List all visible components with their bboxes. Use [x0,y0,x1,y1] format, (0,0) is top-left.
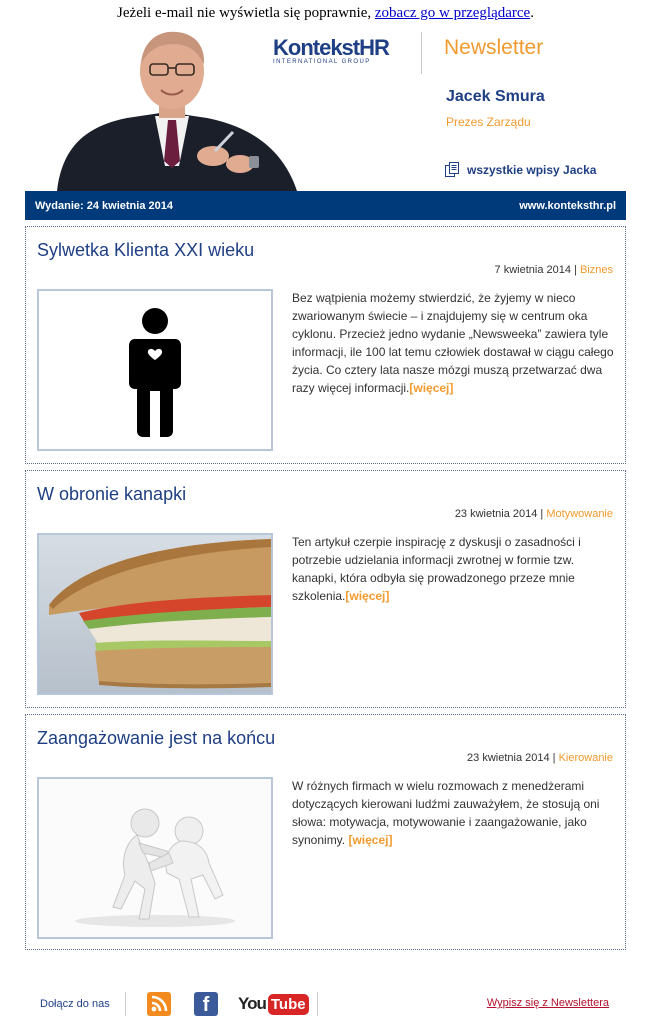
facebook-icon[interactable]: f [194,992,218,1016]
read-more-link[interactable]: [więcej] [348,833,393,847]
kontekst-hr-logo [273,36,403,76]
youtube-you: You [238,994,266,1013]
browser-view-notice [0,5,651,22]
footer-divider [125,992,126,1016]
person-icon [39,291,271,449]
join-us-label: Dołącz do nas [40,998,110,1010]
logo-text-main: Kontekst [273,35,360,60]
youtube-tube: Tube [268,994,309,1015]
unsubscribe-link[interactable]: Wypisz się z Newslettera [486,997,609,1009]
article-excerpt [292,289,614,397]
article-text: Bez wątpienia możemy stwierdzić, że żyjemy w nieco zwariowanym świecie – i znajdujemy się w centrum oka cyklonu. Przecież jedno wydanie „Newsweeka” zawiera tyle informacji, ile 100 lat temu człowiek dostawał w ciągu całego życia. Co cztery lata nasze mózgi muszą przetwarzać dwa razy więcej informacji. [292,291,614,395]
article-title[interactable]: W obronie kanapki [37,484,187,504]
edition-date: Wydanie: 24 kwietnia 2014 [35,199,173,212]
article-category[interactable]: Motywowanie [546,508,613,520]
read-more-link[interactable]: [więcej] [345,589,390,603]
author-name: Jacek Smura [446,88,545,105]
notice-text: Jeżeli e-mail nie wyświetla się poprawnie, [117,5,375,21]
article-category[interactable]: Kierowanie [558,752,613,764]
logo-subtitle: INTERNATIONAL GROUP [273,59,371,65]
sandwich-image [39,535,271,693]
article-title[interactable]: Zaangażowanie jest na końcu [37,728,276,748]
meta-separator: | [570,264,580,276]
article-excerpt [292,533,614,605]
read-more-link[interactable]: [więcej] [409,381,454,395]
article-card [25,226,626,464]
article-excerpt [292,777,614,849]
notice-suffix: . [530,5,534,21]
website-link[interactable]: www.konteksthr.pl [519,199,616,212]
article-text: Ten artykuł czerpie inspirację z dyskusji o zasadności i potrzebie udzielania informacji zwrotnej w formie tzw. kanapki, która odbyła się prowadzonego przeze mnie szkolenia. [292,535,581,603]
article-thumbnail[interactable] [37,777,273,939]
article-meta [467,752,613,764]
article-thumbnail[interactable] [37,533,273,695]
footer-divider [317,992,318,1016]
meta-separator: | [549,752,559,764]
article-title[interactable]: Sylwetka Klienta XXI wieku [37,240,255,260]
article-date: 7 kwietnia 2014 [494,264,571,276]
all-posts-link[interactable] [445,162,596,178]
all-posts-label: wszystkie wpisy Jacka [467,163,597,177]
article-date: 23 kwietnia 2014 [454,508,538,520]
issue-bar [25,191,626,220]
figures-pushing-image [39,779,271,937]
article-meta [495,264,613,276]
article-date: 23 kwietnia 2014 [467,752,550,764]
article-card [25,714,626,950]
documents-icon [445,162,460,178]
author-role: Prezes Zarządu [446,115,531,129]
meta-separator: | [537,508,547,520]
header-divider [421,32,422,74]
newsletter-header [25,26,626,191]
article-text: W różnych firmach w wielu rozmowach z menedżerami dotyczących kierowani ludźmi zauważyłem, że stosują oni słowa: motywacja, motywowanie i zaangażowanie, jako synonimy. [292,779,600,847]
article-meta [455,508,613,520]
article-card [25,470,626,708]
article-thumbnail[interactable] [37,289,273,451]
newsletter-title: Newsletter [444,36,544,59]
logo-text-hr: HR [359,35,389,60]
article-category[interactable]: Biznes [579,264,613,276]
newsletter-footer [25,990,626,1020]
rss-icon[interactable] [147,992,171,1016]
view-in-browser-link[interactable]: zobacz go w przeglądarce [374,5,531,21]
youtube-icon[interactable] [238,992,309,1016]
